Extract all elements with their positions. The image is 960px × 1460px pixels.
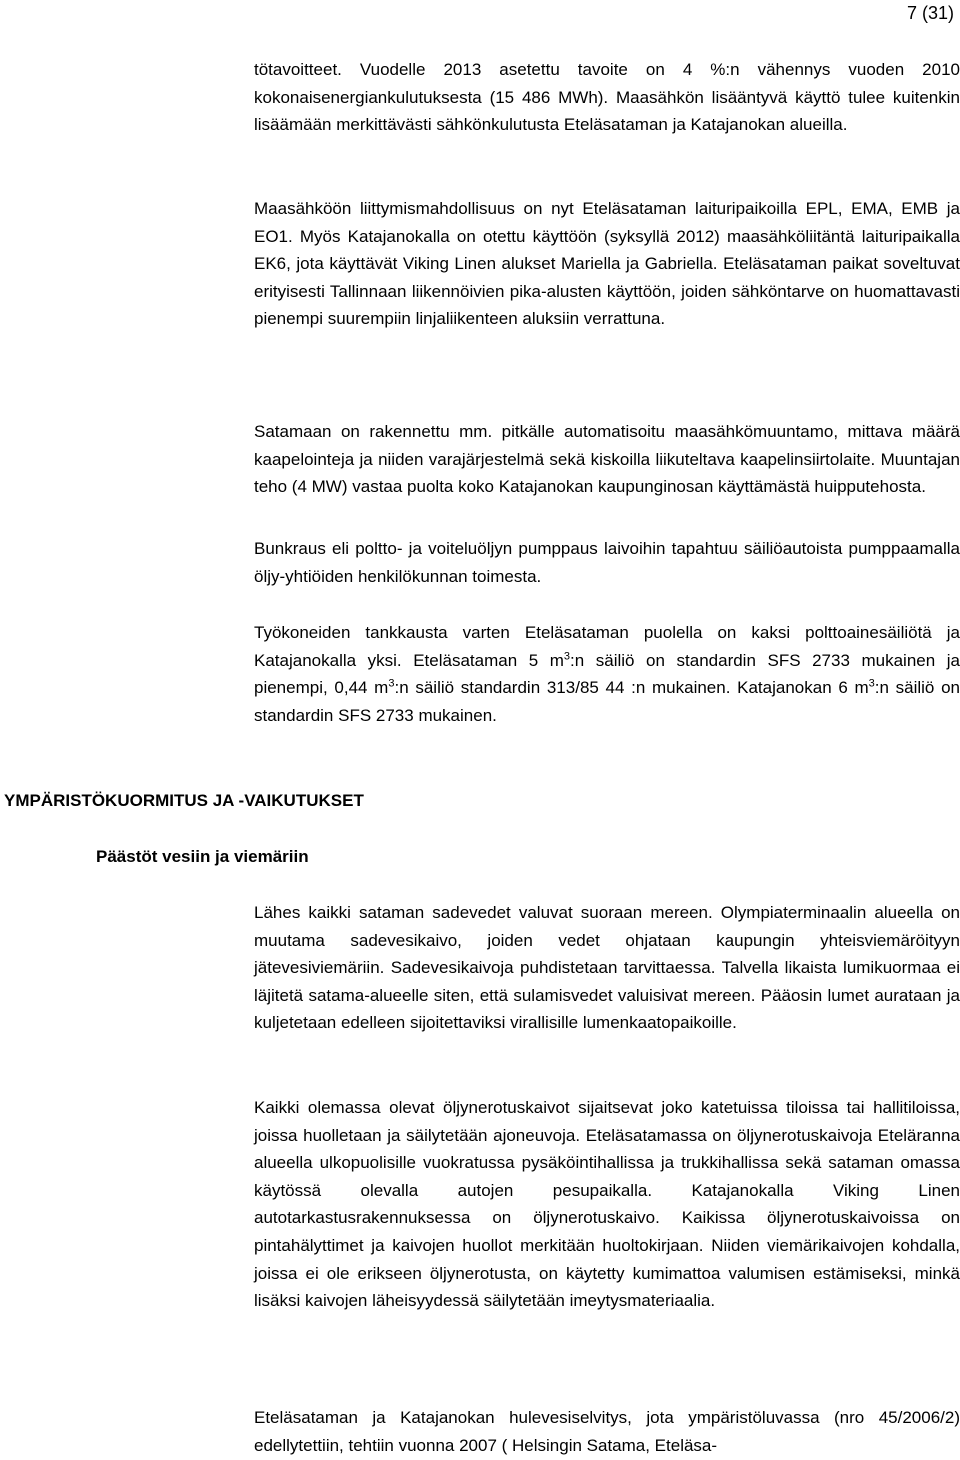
paragraph-text: Eteläsataman ja Katajanokan hulevesiselvitys, jota ympäristöluvassa (nro 45/2006/2) edellytettiin, tehtiin vuonna 2007 ( Helsingin Satama, Eteläsa-: [254, 1408, 960, 1455]
paragraph-stormwater-survey: [254, 1404, 960, 1459]
paragraph-text: Satamaan on rakennettu mm. pitkälle automatisoitu maasähkömuuntamo, mittava määrä kaapelointeja ja niiden varajärjestelmä sekä kiskoilla liikuteltava kaapelinsiirtolaite. Muuntajan teho (4 MW) vastaa puolta koko Katajanokan kaupunginosan käyttämästä huipputehosta.: [254, 422, 960, 497]
paragraph-text: Lähes kaikki sataman sadevedet valuvat suoraan mereen. Olympiaterminaalin alueella on muutama sadevesikaivo, joiden vedet ohjataan kaupungin yhteisviemäröityyn jätevesiviemäriin. Sadevesikaivoja puhdistetaan tarvittaessa. Talvella likaista lumikuormaa ei läjitetä satama-alueelle siten, että sulamisvedet valuisivat mereen. Pääosin lumet aurataan ja kuljetetaan edelleen sijoitettaviksi virallisille lumenkaatopaikoille.: [254, 903, 960, 1033]
paragraph-stormwater: [254, 899, 960, 1037]
paragraph-oil-separators: [254, 1094, 960, 1315]
subsection-heading: Päästöt vesiin ja viemäriin: [96, 847, 309, 866]
text-segment: :n säiliö on standardin SFS 2733 mukainen ja pienempi, 0,44 m: [254, 650, 960, 698]
text-segment: Työkoneiden tankkausta varten Eteläsataman puolella on kaksi polttoainesäiliötä ja Katajanokalla yksi. Eteläsataman 5 m: [254, 623, 960, 670]
superscript: 3: [563, 649, 571, 662]
superscript: 3: [388, 677, 395, 690]
paragraph-text: Bunkraus eli poltto- ja voiteluöljyn pumppaus laivoihin tapahtuu säiliöautoista pumppaamalla öljy-yhtiöiden henkilökunnan toimesta.: [254, 539, 960, 586]
paragraph-fuel-tanks: [254, 619, 960, 729]
paragraph-text: Kaikki olemassa olevat öljynerotuskaivot sijaitsevat joko katetuissa tiloissa tai hallitiloissa, joissa huolletaan ja säilytetään ajoneuvoja. Eteläsatamassa on öljynerotuskaivoja Eteläranna alueella ulkopuolisille vuokratussa pysäköintihallissa ja trukkihallissa sekä sataman omassa käytössä olevalla autojen pesupaikalla. Katajanokalla Viking Linen autotarkastusrakennuksessa on öljynerotuskaivo. Kaikissa öljynerotuskaivoissa on pintahälyttimet ja kaivojen huollot merkitään huoltokirjaan. Niiden viemärikaivojen kohdalla, joissa ei ole erikseen öljynerotusta, on käytetty kumimattoa valumisen estämiseksi, minkä lisäksi kaivojen läheisyydessä säilytetään imeytysmateriaalia.: [254, 1098, 960, 1311]
text-segment: :n säiliö on standardin SFS 2733 mukainen.: [254, 678, 960, 725]
superscript: 3: [868, 677, 875, 690]
paragraph-text: tötavoitteet. Vuodelle 2013 asetettu tavoite on 4 %:n vähennys vuoden 2010 kokonaisenergiankulutuksesta (15 486 MWh). Maasähkön lisääntyvä käyttö tulee kuitenkin lisäämään merkittävästi sähkönkulutusta Eteläsataman ja Katajanokan alueilla.: [254, 60, 960, 135]
paragraph-shore-power-connections: [254, 195, 960, 333]
paragraph-text: Maasähköön liittymismahdollisuus on nyt Eteläsataman laituripaikoilla EPL, EMA, EMB ja EO1. Myös Katajanokalla on otettu käyttöön (syksyllä 2012) maasähköliitäntä laituripaikalla EK6, jota käyttävät Viking Linen alukset Mariella ja Gabriella. Eteläsataman paikat soveltuvat erityisesti Tallinnaan liikennöivien pika-alusten käyttöön, joiden sähköntarve on huomattavasti pienempi suurempiin linjaliikenteen aluksiin verrattuna.: [254, 199, 960, 329]
paragraph-energy-target: [254, 56, 960, 139]
paragraph-bunkering: [254, 535, 960, 590]
text-segment: :n säiliö standardin 313/85 44 :n mukainen. Katajanokan 6 m: [394, 678, 869, 698]
paragraph-transformer: [254, 418, 960, 501]
section-heading: YMPÄRISTÖKUORMITUS JA -VAIKUTUKSET: [4, 791, 364, 810]
page-number: 7 (31): [906, 3, 954, 23]
paragraph-text: [254, 619, 960, 729]
